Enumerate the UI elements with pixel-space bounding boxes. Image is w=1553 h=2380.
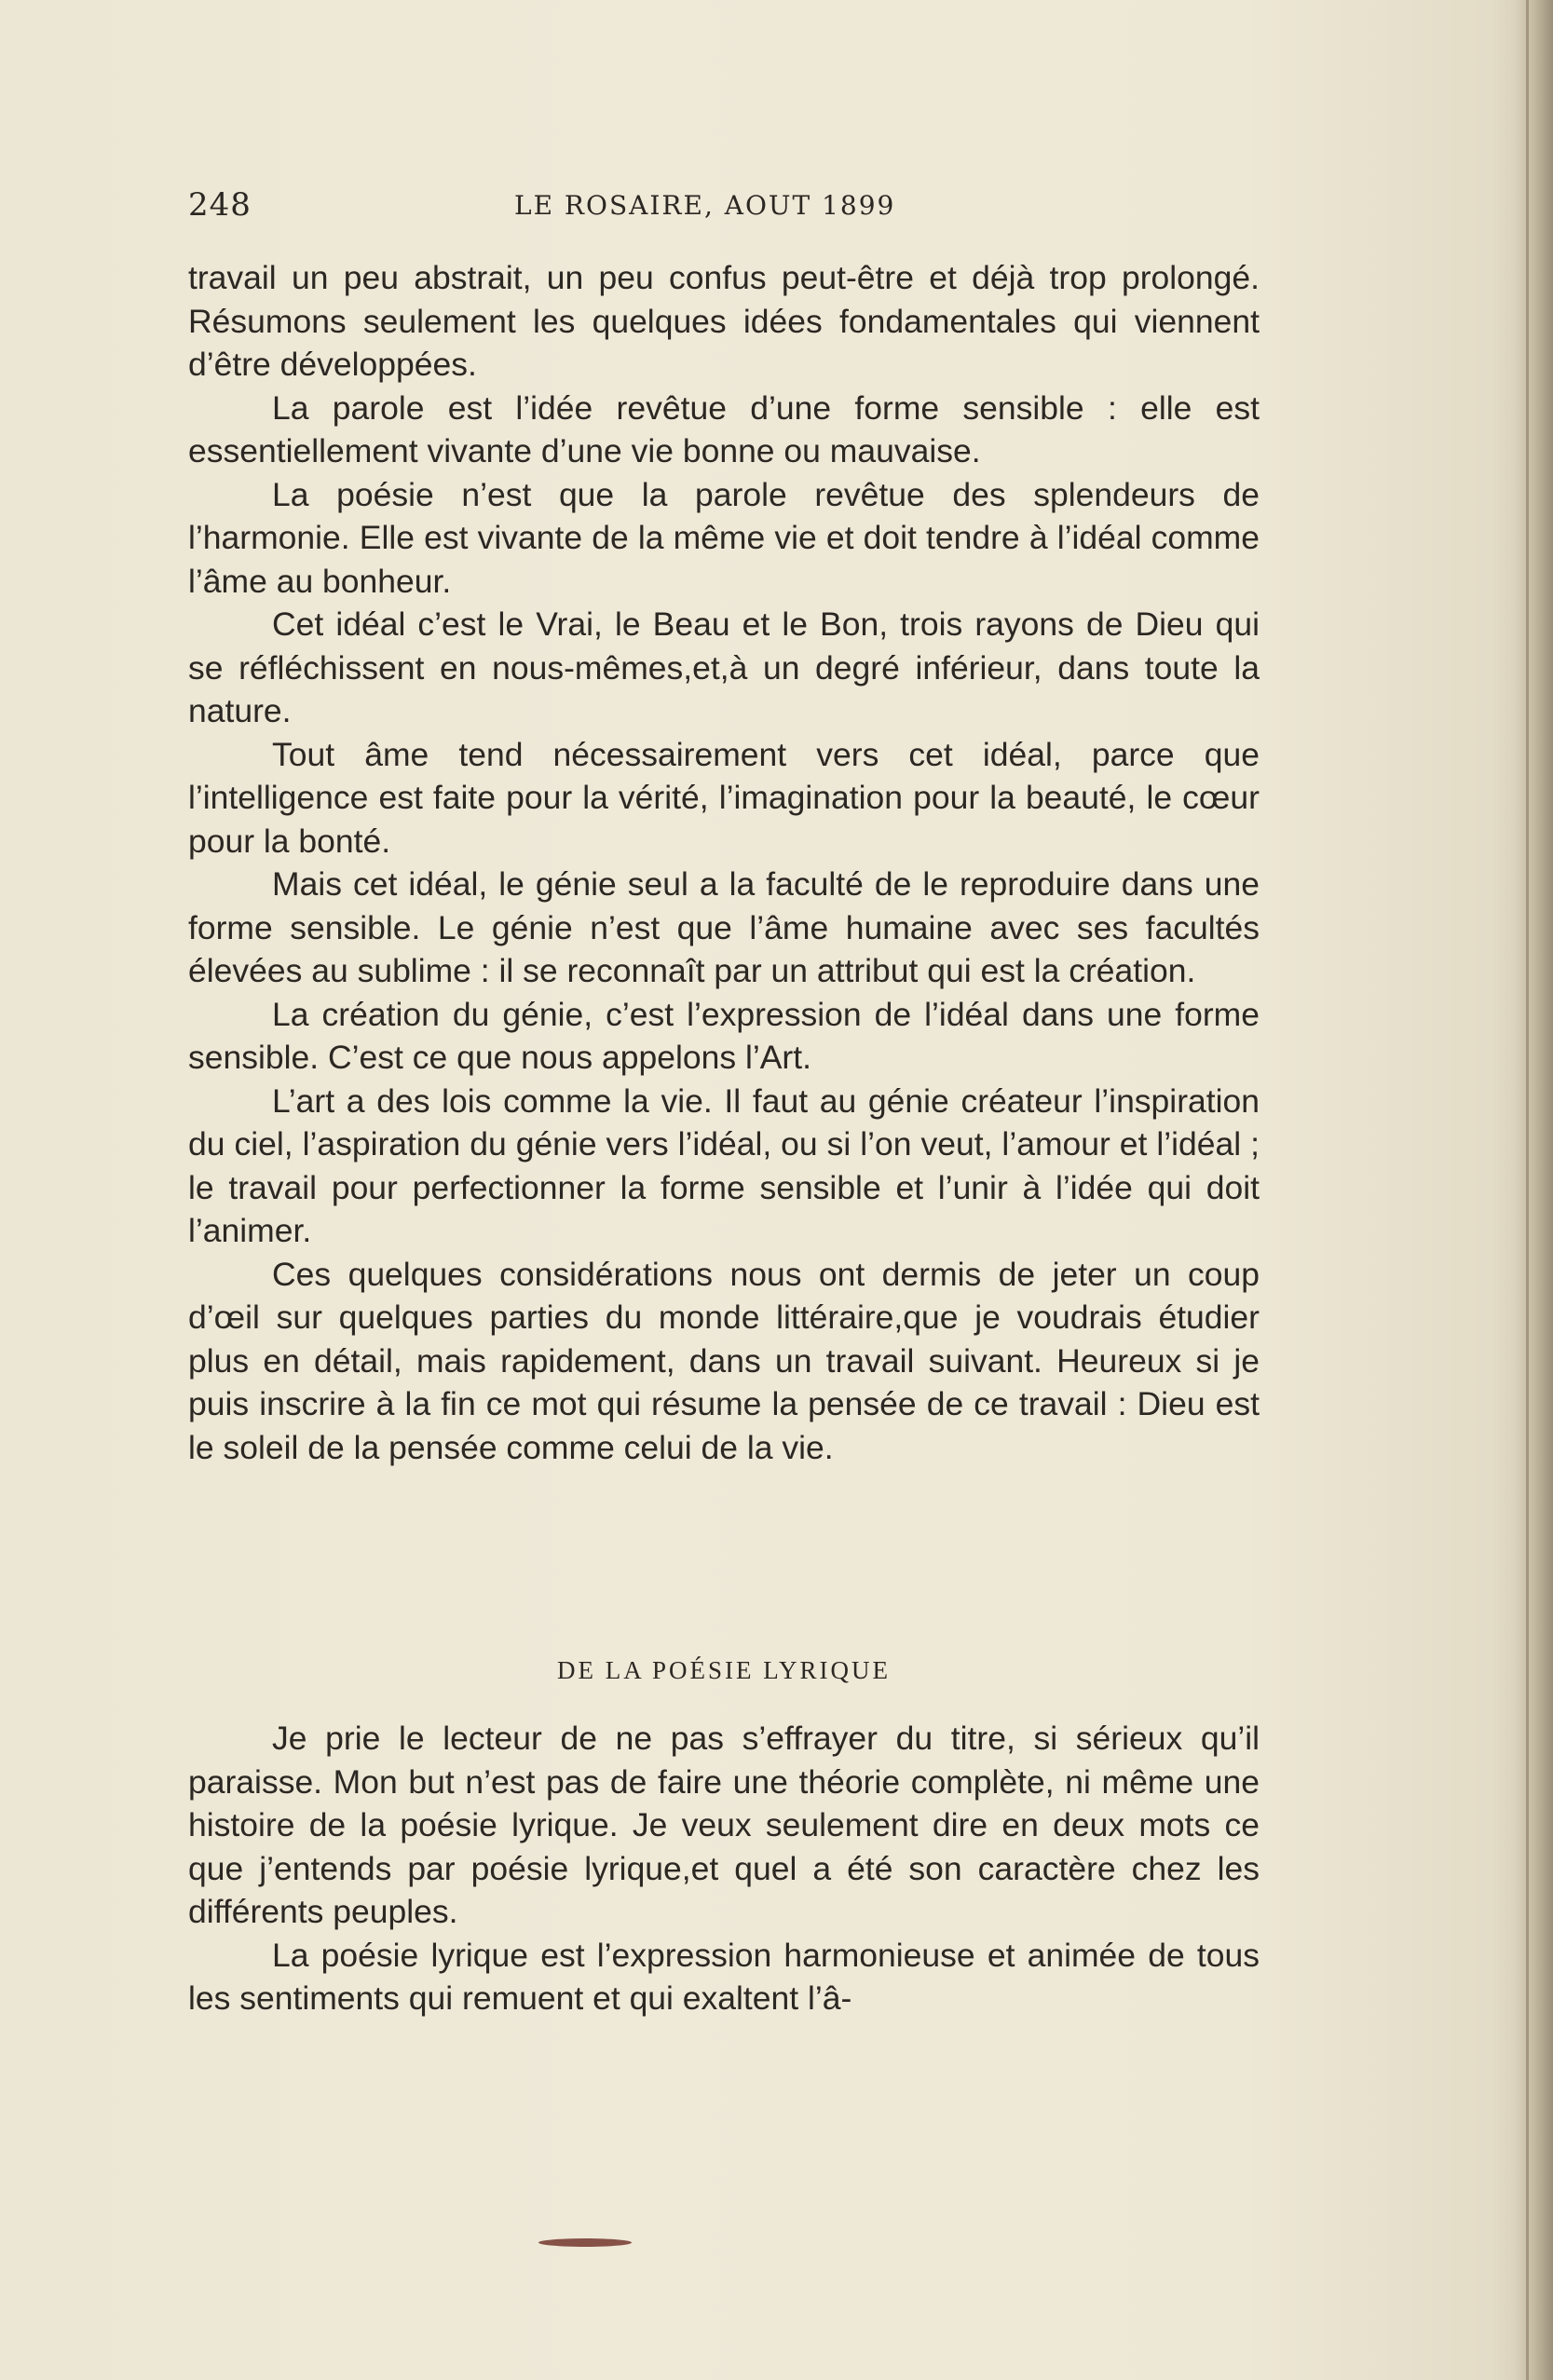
body-text-continued	[188, 256, 1260, 1469]
paragraph: Cet idéal c’est le Vrai, le Beau et le Bon, trois rayons de Dieu qui se réfléchissent en nous-mêmes,et,à un degré inférieur, dans toute la nature.	[188, 605, 1260, 729]
body-text-section	[188, 1717, 1260, 2020]
page-number: 248	[188, 186, 252, 224]
paragraph: Je prie le lecteur de ne pas s’effrayer du titre, si sérieux qu’il paraisse. Mon but n’est pas de faire une théorie complète, ni même une histoire de la poésie lyrique. Je veux seulement dire en deux mots ce que j’entends par poésie lyrique,et quel a été son caractère chez les différents peuples.	[188, 1720, 1260, 1930]
paragraph: travail un peu abstrait, un peu confus peut-être et déjà trop prolongé. Résumons seulement les quelques idées fondamentales qui viennent d’être développées.	[188, 259, 1260, 383]
paragraph: L’art a des lois comme la vie. Il faut au génie créateur l’inspiration du ciel, l’aspiration du génie vers l’idéal, ou si l’on veut, l’amour et l’idéal ; le travail pour perfectionner la forme sensible et l’unir à l’idée qui doit l’animer.	[188, 1081, 1260, 1249]
paragraph: Tout âme tend nécessairement vers cet idéal, parce que l’intelligence est faite pour la vérité, l’imagination pour la beauté, le cœur pour la bonté.	[188, 735, 1260, 860]
page-edge-line	[1526, 0, 1529, 2380]
section-heading: DE LA POÉSIE LYRIQUE	[556, 1656, 892, 1684]
ink-mark	[538, 2238, 632, 2247]
paragraph: La création du génie, c’est l’expression de l’idéal dans une forme sensible. C’est ce que nous appelons l’Art.	[188, 995, 1260, 1076]
paragraph: Mais cet idéal, le génie seul a la faculté de le reproduire dans une forme sensible. Le génie n’est que l’âme humaine avec ses facultés élevées au sublime : il se reconnaît par un attribut qui est la création.	[188, 865, 1260, 989]
paragraph: La poésie lyrique est l’expression harmonieuse et animée de tous les sentiments qui remuent et qui exaltent l’â-	[188, 1936, 1260, 2017]
paragraph: La poésie n’est que la parole revêtue des splendeurs de l’harmonie. Elle est vivante de la même vie et doit tendre à l’idéal comme l’âme au bonheur.	[188, 475, 1260, 600]
paragraph: Ces quelques considérations nous ont dermis de jeter un coup d’œil sur quelques parties du monde littéraire,que je voudrais étudier plus en détail, mais rapidement, dans un travail suivant. Heureux si je puis inscrire à la fin ce mot qui résume la pensée de ce travail : Dieu est le soleil de la pensée comme celui de la vie.	[188, 1255, 1260, 1466]
running-header	[188, 186, 1260, 242]
running-title: LE ROSAIRE, AOUT 1899	[514, 190, 896, 221]
paragraph: La parole est l’idée revêtue d’une forme sensible : elle est essentiellement vivante d’une vie bonne ou mauvaise.	[188, 388, 1260, 469]
page-edge-shadow	[1514, 0, 1553, 2380]
